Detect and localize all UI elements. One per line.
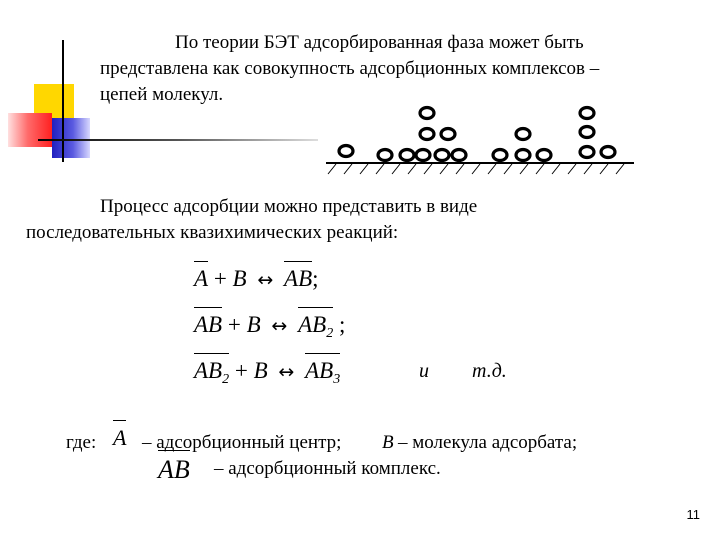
molecule-icon [601, 147, 615, 158]
intro-line-2: представлена как совокупность адсорбционных комплексов – [100, 58, 600, 79]
intro-line-3: цепей молекул. [100, 84, 224, 105]
product-symbol [305, 358, 340, 388]
legend-symbol-a-wrap [113, 425, 126, 451]
product-subscript: 3 [333, 372, 341, 387]
reactant-symbol: A [194, 266, 209, 291]
equilibrium-arrow-icon: ↔ [271, 315, 288, 337]
molecule-icon [516, 129, 530, 140]
plus-sign: + [227, 312, 241, 337]
molecule-icon [580, 127, 594, 138]
deco-blue-square [52, 118, 90, 158]
plus-sign: + [234, 358, 248, 383]
molecule-icon [378, 150, 392, 161]
legend-desc-ab: – адсорбционный комплекс. [214, 458, 441, 479]
etc-text: т.д. [472, 360, 507, 382]
process-line-2: последовательных квазихимических реакций: [26, 222, 399, 243]
molecule-icon [537, 150, 551, 161]
surface-hatching [328, 164, 624, 174]
reactant-subscript: 2 [222, 372, 230, 387]
reactant-symbol: B [246, 312, 261, 337]
and-word: и [419, 360, 429, 382]
reaction-3 [194, 358, 340, 388]
reactant-base: AB [194, 358, 223, 383]
legend-symbol-ab-wrap [158, 455, 190, 485]
legend-desc-b: – молекула адсорбата; [398, 432, 578, 453]
legend-symbol-b: B [382, 432, 394, 453]
reactant-symbol: AB [194, 312, 223, 337]
deco-vertical-line [62, 40, 64, 162]
equilibrium-arrow-icon: ↔ [257, 269, 274, 291]
legend-symbol-ab: AB [158, 455, 190, 484]
intro-line-1: По теории БЭТ адсорбированная фаза может быть [175, 32, 584, 53]
molecule-icon [516, 150, 530, 161]
product-symbol: AB [284, 266, 313, 291]
legend-desc-a: – адсорбционный центр; [142, 432, 342, 453]
legend-where: где: [66, 432, 97, 453]
reactant-symbol [194, 358, 229, 388]
molecule-icon [416, 150, 430, 161]
adsorption-chains-illustration [322, 100, 638, 180]
semicolon: ; [338, 312, 346, 337]
page-number: 11 [686, 507, 700, 522]
molecule-icon [493, 150, 507, 161]
molecule-icon [580, 147, 594, 158]
product-subscript: 2 [326, 326, 334, 341]
reaction-1 [194, 266, 319, 292]
product-base: AB [305, 358, 334, 383]
deco-horizontal-line [38, 139, 318, 141]
plus-sign: + [213, 266, 227, 291]
legend-symbol-a: A [113, 425, 127, 450]
molecule-icon [420, 129, 434, 140]
molecule-icon [580, 108, 594, 119]
product-base: AB [298, 312, 327, 337]
process-line-1: Процесс адсорбции можно представить в виде [100, 196, 478, 217]
semicolon: ; [312, 266, 319, 291]
reactant-symbol: B [232, 266, 247, 291]
molecule-icon [400, 150, 414, 161]
deco-red-square [8, 113, 52, 147]
molecule-icon [420, 108, 434, 119]
reactant-symbol: B [253, 358, 268, 383]
molecule-icon [339, 146, 353, 157]
product-symbol [298, 312, 333, 342]
reaction-2 [194, 312, 345, 342]
molecule-icon [452, 150, 466, 161]
equilibrium-arrow-icon: ↔ [278, 361, 295, 383]
molecule-icon [435, 150, 449, 161]
molecule-icon [441, 129, 455, 140]
